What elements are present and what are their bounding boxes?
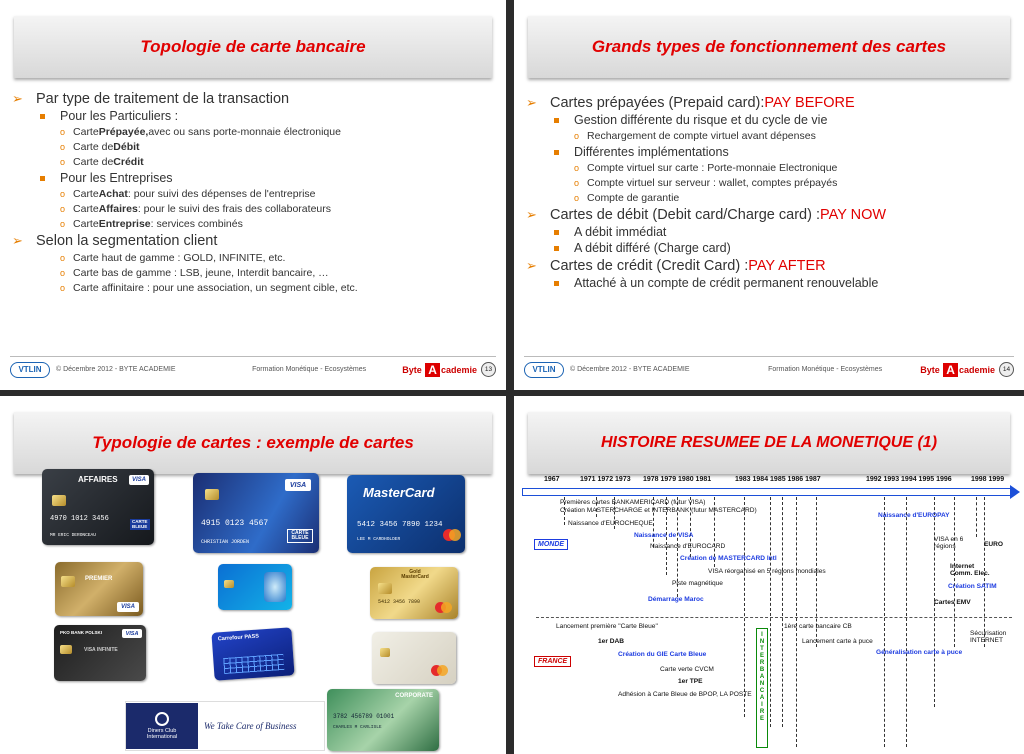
item: o Carte haut de gamme : GOLD, INFINITE, etc. bbox=[60, 252, 286, 264]
sub-bullet: Pour les Entreprises bbox=[40, 171, 498, 185]
item: o Carte Prépayée, avec ou sans porte-monnaie électronique bbox=[60, 126, 341, 138]
event: Premières cartes BANKAMERICARD (futur VISA) bbox=[560, 499, 706, 506]
chip-icon bbox=[378, 583, 392, 594]
card-white-mastercard bbox=[372, 632, 456, 684]
card-mastercard: MasterCard 5412 3456 7890 1234 LEE M CARDHOLDER bbox=[347, 475, 465, 553]
circle-bullet-icon: o bbox=[60, 204, 66, 214]
slide-16 bbox=[514, 396, 1024, 754]
arrow-icon: ➢ bbox=[526, 207, 537, 222]
region-monde: MONDE bbox=[534, 539, 568, 550]
card-affaires: AFFAIRES VISA 4970 1012 3456 MR ERIC DERONCEAU CARTE BLEUE bbox=[42, 469, 154, 545]
copyright: © Décembre 2012 - BYTE ACADEMIE bbox=[56, 366, 176, 373]
event: Généralisation carte à puce bbox=[876, 649, 963, 656]
year-label: 1967 bbox=[544, 476, 560, 483]
event: Internet Comm. Elec. bbox=[950, 563, 990, 578]
sub-bullet: Gestion différente du risque et du cycle de vie bbox=[554, 113, 1016, 127]
slide-title: Typologie de cartes : exemple de cartes bbox=[14, 412, 492, 474]
event: Piste magnétique bbox=[672, 580, 723, 587]
card-gold-mastercard: Gold MasterCard 5412 3456 7890 bbox=[370, 567, 458, 619]
year-label: 1978 1979 1980 1981 bbox=[643, 476, 712, 483]
slide-13 bbox=[0, 0, 506, 390]
circle-bullet-icon: o bbox=[60, 219, 66, 229]
visa-logo: VISA bbox=[285, 479, 311, 491]
circle-bullet-icon: o bbox=[60, 283, 66, 293]
slide-title: Topologie de carte bancaire bbox=[14, 16, 492, 78]
chip-icon bbox=[52, 495, 66, 506]
bullet-debit: ➢ Cartes de débit (Debit card/Charge card) : PAY NOW bbox=[526, 207, 887, 223]
square-bullet-icon bbox=[40, 114, 45, 119]
card-visa-premier: PREMIER VISA bbox=[55, 562, 143, 616]
bullet-credit: ➢ Cartes de crédit (Credit Card) : PAY AFTER bbox=[526, 258, 826, 274]
diners-icon bbox=[155, 712, 169, 726]
circle-bullet-icon: o bbox=[574, 178, 580, 188]
slide-body bbox=[12, 88, 498, 297]
card-pko-visa-infinite: PKO BANK POLSKI VISA VISA INFINITE bbox=[54, 625, 146, 681]
arrow-icon: ➢ bbox=[526, 258, 537, 273]
event: Création SATIM bbox=[948, 583, 997, 590]
square-bullet-icon bbox=[554, 150, 559, 155]
event: 1ère carte bancaire CB bbox=[784, 623, 852, 630]
card-amex-corporate: CORPORATE 3782 456789 01001 CHARLES M CARLISLE bbox=[327, 689, 439, 751]
item: o Rechargement de compte virtuel avant dépenses bbox=[574, 130, 816, 142]
square-bullet-icon bbox=[554, 230, 559, 235]
sub-bullet: Pour les Particuliers : bbox=[40, 109, 498, 123]
vtlin-logo: VTLIN bbox=[10, 362, 50, 378]
page-number: 13 bbox=[481, 362, 496, 377]
year-label: 1992 1993 1994 1995 1996 bbox=[866, 476, 952, 483]
event: VISA en 6 régions bbox=[934, 536, 964, 551]
item: o Carte de Débit bbox=[60, 141, 140, 153]
sub-bullet: A débit immédiat bbox=[554, 225, 1016, 239]
visa-logo: VISA bbox=[122, 629, 142, 638]
arrow-icon: ➢ bbox=[12, 91, 23, 106]
event: Naissance d'EUROCHEQUE bbox=[568, 520, 653, 527]
item: o Carte bas de gamme : LSB, jeune, Interdit bancaire, … bbox=[60, 267, 329, 279]
event: Carte verte CVCM bbox=[660, 666, 714, 673]
item: o Carte de Crédit bbox=[60, 156, 144, 168]
bullet-prepaid: ➢ Cartes prépayées (Prepaid card): PAY BEFORE bbox=[526, 95, 855, 111]
square-bullet-icon bbox=[554, 281, 559, 286]
card-blue-bank bbox=[218, 564, 292, 610]
item: o Carte Affaires : pour le suivi des frais des collaborateurs bbox=[60, 203, 331, 215]
visa-logo: VISA bbox=[117, 602, 139, 612]
slide-14 bbox=[514, 0, 1024, 390]
slide-15 bbox=[0, 396, 506, 754]
square-bullet-icon bbox=[554, 118, 559, 123]
square-bullet-icon bbox=[554, 246, 559, 251]
year-label: 1971 1972 1973 bbox=[580, 476, 631, 483]
slide-body bbox=[526, 92, 1016, 292]
circle-bullet-icon: o bbox=[60, 157, 66, 167]
byte-academie-logo: Byte A cademie bbox=[402, 362, 477, 377]
arrow-icon: ➢ bbox=[526, 95, 537, 110]
circle-bullet-icon: o bbox=[574, 131, 580, 141]
item: o Carte Entreprise : services combinés bbox=[60, 218, 243, 230]
event: Naissance de VISA bbox=[634, 532, 694, 539]
year-label: 1983 1984 1985 1986 1987 bbox=[735, 476, 821, 483]
sub-bullet: A débit différé (Charge card) bbox=[554, 241, 1016, 255]
circle-bullet-icon: o bbox=[574, 163, 580, 173]
vtlin-logo: VTLIN bbox=[524, 362, 564, 378]
sub-bullet: Attaché à un compte de crédit permanent renouvelable bbox=[554, 276, 1016, 290]
interbancaire-box: INTERBANCAIRE bbox=[756, 628, 768, 748]
event: VISA réorganisé en 5 régions mondiales bbox=[708, 568, 826, 575]
formation-label: Formation Monétique - Ecosystèmes bbox=[252, 366, 367, 373]
slide-footer bbox=[10, 356, 496, 382]
item: o Compte virtuel sur carte : Porte-monnaie Electronique bbox=[574, 162, 838, 174]
chip-icon bbox=[380, 648, 390, 657]
chip-icon bbox=[60, 645, 72, 654]
page-number: 14 bbox=[999, 362, 1014, 377]
chip-icon bbox=[205, 489, 219, 500]
event: Naissance d'EUROCARD bbox=[650, 543, 726, 550]
visa-logo: VISA bbox=[129, 475, 149, 485]
event: Sécurisation INTERNET bbox=[970, 630, 1007, 645]
circle-bullet-icon: o bbox=[574, 193, 580, 203]
event: Cartes EMV bbox=[934, 599, 971, 606]
chip-icon bbox=[224, 580, 234, 588]
item: o Compte de garantie bbox=[574, 192, 680, 204]
slide-title: HISTOIRE RESUMEE DE LA MONETIQUE (1) bbox=[528, 412, 1010, 474]
event: Création du GIE Carte Bleue bbox=[618, 651, 707, 658]
year-label: 1998 1999 bbox=[971, 476, 1005, 483]
event: Lancement carte à puce bbox=[802, 638, 873, 645]
card-carrefour-pass: Carrefour PASS bbox=[211, 627, 294, 680]
region-france: FRANCE bbox=[534, 656, 571, 667]
item: o Carte Achat : pour suivi des dépenses de l'entreprise bbox=[60, 188, 316, 200]
circle-bullet-icon: o bbox=[60, 142, 66, 152]
chip-icon bbox=[61, 576, 75, 587]
bullet-1: ➢ Par type de traitement de la transaction bbox=[12, 91, 290, 107]
slide-title: Grands types de fonctionnement des cartes bbox=[528, 16, 1010, 78]
square-bullet-icon bbox=[40, 176, 45, 181]
event: 1er TPE bbox=[678, 678, 703, 685]
circle-bullet-icon: o bbox=[60, 253, 66, 263]
byte-academie-logo: Byte A cademie bbox=[920, 362, 995, 377]
event: 1er DAB bbox=[598, 638, 625, 645]
card-carte-bleue: VISA 4915 0123 4567 CHRISTIAN JORDEN CARTE BLEUE bbox=[193, 473, 319, 553]
item: o Compte virtuel sur serveur : wallet, comptes prépayés bbox=[574, 177, 838, 189]
event: Naissance d'EUROPAY bbox=[878, 512, 950, 519]
formation-label: Formation Monétique - Ecosystèmes bbox=[768, 366, 883, 373]
circle-bullet-icon: o bbox=[60, 189, 66, 199]
event: Création MASTERCHARGE et INTERBANK (futur MASTERCARD) bbox=[560, 507, 757, 514]
event: EURO bbox=[984, 541, 1004, 548]
arrow-icon: ➢ bbox=[12, 233, 23, 248]
circle-bullet-icon: o bbox=[60, 268, 66, 278]
circle-bullet-icon: o bbox=[60, 127, 66, 137]
diners-club-logo: Diners Club International We Take Care of Business bbox=[125, 701, 325, 751]
slide-footer bbox=[524, 356, 1014, 382]
copyright: © Décembre 2012 - BYTE ACADEMIE bbox=[570, 366, 690, 373]
event: Lancement première "Carte Bleue" bbox=[556, 623, 658, 630]
event: Adhésion à Carte Bleue de BPOP, LA POSTE bbox=[618, 691, 752, 698]
item: o Carte affinitaire : pour une association, un segment cible, etc. bbox=[60, 282, 358, 294]
timeline-arrow bbox=[522, 488, 1012, 496]
bullet-2: ➢ Selon la segmentation client bbox=[12, 233, 218, 249]
sub-bullet: Différentes implémentations bbox=[554, 145, 1016, 159]
event: Démarrage Maroc bbox=[648, 596, 704, 603]
arrow-head-icon bbox=[1010, 485, 1020, 499]
event: Création de MASTERCARD Intl bbox=[680, 555, 777, 562]
